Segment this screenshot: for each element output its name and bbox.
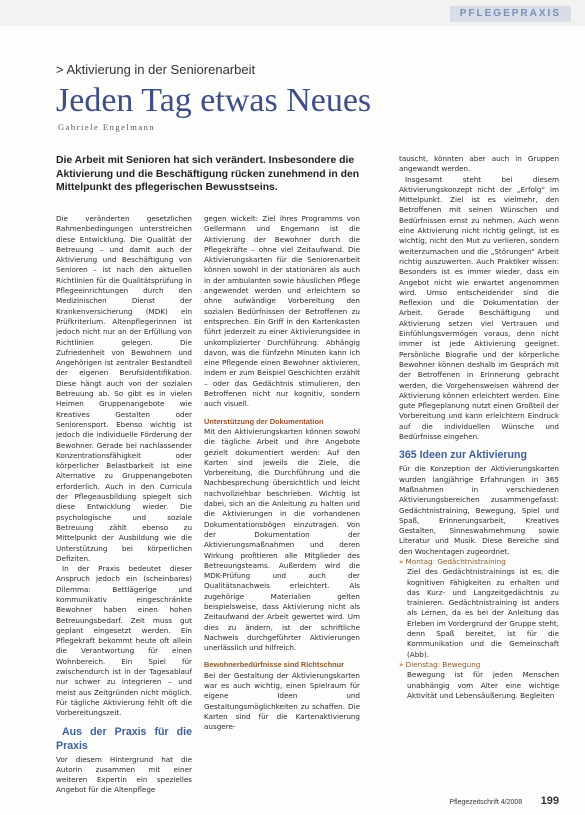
- list-item-label: » Dienstag: Bewegung: [399, 659, 481, 669]
- page-number: 199: [540, 795, 559, 807]
- paragraph: Insgesamt steht bei diesem Aktivierungskonzept nicht der „Erfolg“ im Mittelpunkt. Ziel ist es vielmehr, den Betroffenen mit seinen Wünschen und Bedürfnissen ernst zu nehmen. Auch wenn eine Aktivierung nicht richtig gelingt, ist es wichtig, nicht den Mut zu verlieren, sondern weiterzumachen und die „Störungen“ Arbeit richtig auszuwerten. Auch Praktiker wissen: Besonders ist es immer wieder, dass ein Angebot nicht wie erwartet angenommen wird. Umso entscheidender sind die Reflexion und die Dokumentation der Arbeit. Gerade Beschäftigung und Aktivierung setzen viel Vertrauen und Einfühlungsvermögen voraus, denn nicht immer ist jede Aktivierung geeignet. Persönliche Biografie und der körperliche Bewohner können deshalb im Gespräch mit der Betroffenen in Erinnerung gebracht werden, die Vorgehensweisen während der Aktivierung können erleichtert werden. Eine gute Pflegeplanung nutzt einen Großteil der Vorbereitung und kann erleichtern Eindruck auf die individuellen Wünsche und Bedürfnisse eingehen.: [399, 174, 559, 442]
- column-2: [204, 214, 360, 733]
- section-heading: Aus der Praxis für die Praxis: [56, 725, 192, 752]
- magazine-issue: Pflegezeitschrift 4/2008: [449, 799, 523, 806]
- column-3: [399, 154, 559, 701]
- paragraph: Die veränderten gesetzlichen Rahmenbedingungen unterstreichen diese Entwicklung. Die Qualität der Betreuung – und damit auch der Aktivierung und Beschäftigung von Senioren – ist nach den aktuellen Richtlinien für die Qualitätsprüfung in Pflegeeinrichtungen durch den Medizinischen Dienst der Krankenversicherung (MDK) ein Prüfkriterium. Altenpflegerinnen ist jedoch nicht nur an der Erfüllung von Richtlinien gelegen. Die Zufriedenheit von Bewohnern und Angehörigen ist zentraler Bestandteil der eigenen Berufsidentifikation. Diese hängt auch von der sozialen Betreuung ab. So gibt es in vielen Heimen Gruppenangebote wie Kreatives Gestalten oder Seniorensport. Ebenso wichtig ist jedoch die individuelle Förderung der Bewohner. Gerade bei nachlassender Konzentrationsfähigkeit oder körperlicher Belastbarkeit ist eine Alternative zu Gruppenangeboten erforderlich. Auch in den Curricula der Pflegeausbildung spiegelt sich diese Entwicklung wieder. Die psychologische und soziale Betreuung zählt ebenso zu Mittelpunkt der Ausbildung wie die Unterstützung bei körperlichen Defiziten.: [56, 214, 192, 563]
- list-item-label: » Montag: Gedächtnistraining: [399, 556, 506, 566]
- column-1: [56, 214, 192, 796]
- paragraph: Bewegung ist für jeden Menschen unabhängig vom Alter eine wichtige Aktivität und Lebensäußerung. Begleiten: [407, 670, 559, 700]
- paragraph: Mit den Aktivierungskarten können sowohl die tägliche Arbeit und ihre Angebote gezielt dokumentiert werden: Auf den Karten sind jeweils die Ziele, die Vorbereitung, die Durchführung und die Nachbesprechung übersichtlich und leicht nachvollziehbar beschrieben. Wichtig ist dabei, sich an die Anleitung zu halten und die Aktivierungen in die vorhandenen Dokumentationsbögen einzutragen. Von der Dokumentation der Aktivierungsmaßnahmen und deren Wirkung profitieren alle Mitglieder des Betreuungsteams. Außerdem wird die MDK-Prüfung und auch der Qualitätsnachweis erleichtert. Als zugehörige Materialien gelten beispielsweise, dass Aktivierung nicht als Zeitaufwand der Arbeit gewertet wird. Um dies zu ändern, ist der schriftliche Nachweis durchgeführter Aktivierungen unerlässlich und hilfreich.: [204, 426, 360, 653]
- paragraph: Für die Konzeption der Aktivierungskarten wurden langjährige Erfahrungen in 365 Maßnahmen in verschiedenen Aktivierungsbereichen zusammengefasst: Gedächtnistraining, Bewegung, Spiel und Spaß, Erinnerungsarbeit, Kreatives Gestalten, Sinneswahrnehmung sowie Literatur und Musik. Diese Bereiche sind den Wochentagen zugeordnet.: [399, 464, 559, 556]
- paragraph: gegen wickelt: Ziel ihres Programms von Gellermann und Engemann ist die Aktivierung der Bewohner durch die Pflegekräfte – ohne viel Zeitaufwand. Die Aktivierungskarten für die Seniorenarbeit können sowohl in der stationären als auch in der ambulanten sowie häuslichen Pflege angewendet werden und erleichtern so ohne aufwändige Vorbereitung den sozialen Bedürfnissen der Betroffenen zu entsprechen. Ein Griff in den Kartenkasten führt jederzeit zu einer Aktivierungsidee in unkomplizierter Durchführung. Abhängig davon, was die fünfzehn Minuten kann ich eine Pflegende einen Bewohner aktivieren, indem er zum Beispiel Geschichten erzählt – oder das Gedächtnis stimulieren, den Betroffenen nicht nur kognitiv, sondern auch visuell.: [204, 214, 360, 409]
- article-kicker: > Aktivierung in der Seniorenarbeit: [56, 62, 256, 77]
- section-heading: Bewohnerbedürfnisse sind Richtschnur: [204, 660, 345, 670]
- paragraph: Bei der Gestaltung der Aktivierungskarten war es auch wichtig, einen Spielraum für eigene Ideen und Gestaltungsmöglichkeiten zu schaffen. Die Karten sind für die Kartenaktivierung ausgere-: [204, 670, 360, 732]
- paragraph: In der Praxis bedeutet dieser Anspruch jedoch ein (scheinbares) Dilemma: Bettlägerige und kommunikativ eingeschränkte Bewohner haben einen hohen Betreuungsbedarf. Zeit muss gut geplant eingesetzt werden. Ein Pflegekraft bekommt heute oft allein die Verantwortung für einen Wohnbereich. Ein Spiel für zwischendurch ist in der Tagesablauf nur schwer zu integrieren – und meist aus Zeitgründen nicht möglich. Für tägliche Aktivierung fehlt oft die Vorbereitungszeit.: [56, 564, 192, 718]
- paragraph: Ziel des Gedächtnistrainings ist es, die kognitiven Fähigkeiten zu erhalten und das Kurz- und Langzeitgedächtnis zu trainieren. Gedächtnistraining ist anders als Lernen, da es bei der Anleitung das Erleben im Vordergrund der Gruppe steht, denn Spaß bereitet, ist für die Kommunikation und die Gemeinschaft (Abb).: [407, 567, 559, 659]
- paragraph: tauscht, könnten aber auch in Gruppen angewandt werden.: [399, 154, 559, 174]
- section-heading: 365 Ideen zur Aktivierung: [399, 449, 527, 462]
- paragraph: Vor diesem Hintergrund hat die Autorin zusammen mit einer weiteren Expertin ein spezielles Angebot für die Altenpflege: [56, 754, 192, 795]
- article-title: Jeden Tag etwas Neues: [56, 82, 372, 119]
- list-item: [399, 557, 559, 567]
- section-label: PFLEGEPRAXIS: [450, 6, 571, 22]
- author-byline: Gabriele Engelmann: [58, 122, 156, 132]
- article-lead: Die Arbeit mit Senioren hat sich verändert. Insbesondere die Aktivierung und die Beschäftigung rücken zunehmend in den Mittelpunkt des pflegerischen Bewusstseins.: [56, 155, 360, 193]
- section-heading: Unterstützung der Dokumentation: [204, 416, 324, 426]
- page-footer: [449, 791, 559, 809]
- list-item: [399, 660, 559, 670]
